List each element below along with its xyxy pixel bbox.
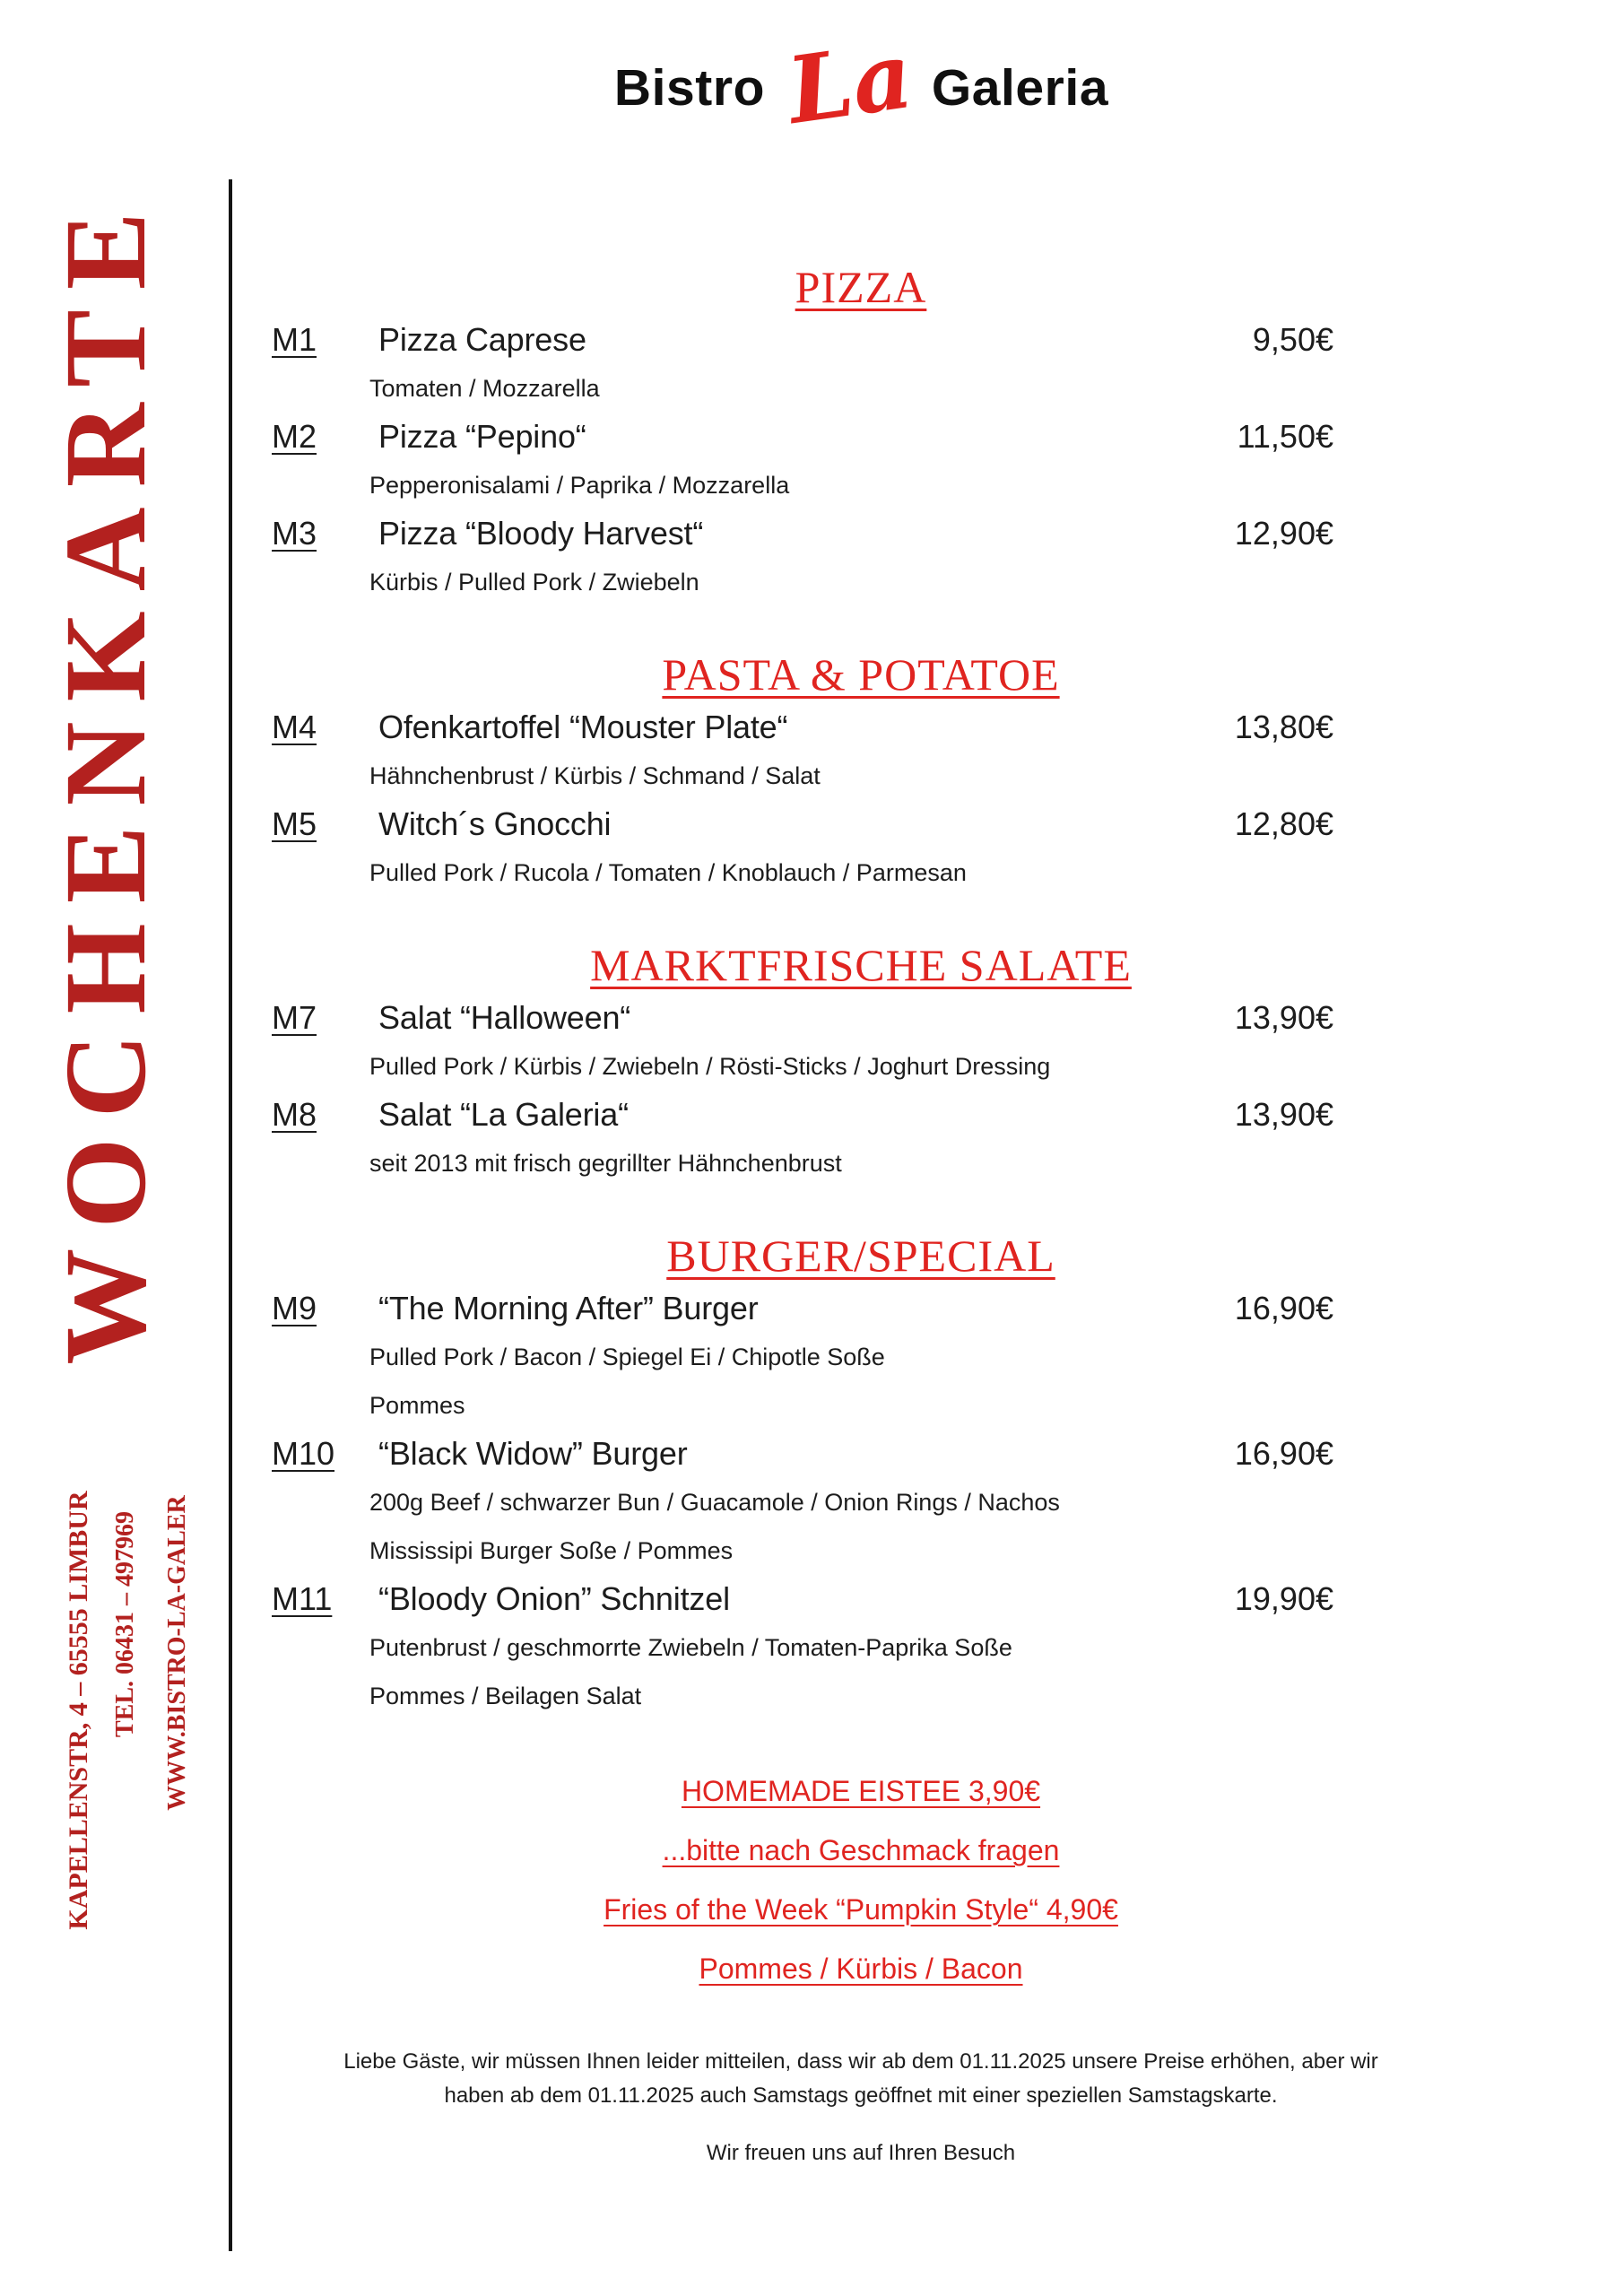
- section-items: [215, 994, 1507, 1187]
- section-items: [215, 1284, 1507, 1720]
- item-price: 16,90€: [1234, 1435, 1333, 1472]
- item-row: [215, 509, 1507, 558]
- item-name: Salat “Halloween“: [378, 999, 631, 1036]
- menu-content: [215, 260, 1507, 2167]
- item-description: Pommes / Beilagen Salat: [369, 1683, 642, 1709]
- item-code: M7: [272, 999, 317, 1036]
- menu-section: [215, 648, 1507, 897]
- menu-item: [215, 1430, 1507, 1575]
- logo-word-galeria: Galeria: [931, 59, 1109, 117]
- menu-item: [215, 1575, 1507, 1720]
- item-description: Pulled Pork / Kürbis / Zwiebeln / Rösti-Sticks / Joghurt Dressing: [369, 1053, 1051, 1080]
- restaurant-logo: [99, 21, 1624, 146]
- address-line: TEL. 06431 – 497969: [111, 1510, 139, 1738]
- address-line: WWW.BISTRO-LA-GALER: [163, 1495, 191, 1811]
- item-code: M5: [272, 805, 317, 842]
- item-row: [215, 994, 1507, 1042]
- item-row: [215, 1575, 1507, 1623]
- item-code: M8: [272, 1096, 317, 1133]
- menu-section: [215, 938, 1507, 1187]
- item-name: “Black Widow” Burger: [378, 1435, 688, 1472]
- item-code: M1: [272, 321, 317, 358]
- section-items: [215, 316, 1507, 606]
- item-description: 200g Beef / schwarzer Bun / Guacamole / Onion Rings / Nachos: [369, 1489, 1060, 1516]
- menu-item: [215, 1091, 1507, 1187]
- item-name: “Bloody Onion” Schnitzel: [378, 1580, 730, 1617]
- item-description: Pulled Pork / Bacon / Spiegel Ei / Chipotle Soße: [369, 1344, 885, 1370]
- item-name: “The Morning After” Burger: [378, 1290, 759, 1326]
- item-name: Pizza “Pepino“: [378, 418, 586, 455]
- special-offer-line: ...bitte nach Geschmack fragen: [662, 1834, 1060, 1866]
- logo-word-bistro: Bistro: [613, 59, 765, 117]
- menu-sections: [215, 260, 1507, 1720]
- item-description: Putenbrust / geschmorrte Zwiebeln / Tomaten-Paprika Soße: [369, 1634, 1012, 1661]
- item-code: M11: [272, 1580, 333, 1617]
- item-price: 11,50€: [1237, 418, 1333, 455]
- item-price: 9,50€: [1252, 321, 1333, 358]
- item-price: 12,80€: [1234, 805, 1333, 842]
- price-change-notice: [215, 2045, 1507, 2113]
- special-offer-line: Fries of the Week “Pumpkin Style“ 4,90€: [604, 1893, 1118, 1926]
- item-code: M2: [272, 418, 317, 455]
- special-offer-line: HOMEMADE EISTEE 3,90€: [681, 1775, 1041, 1807]
- menu-section: [215, 1229, 1507, 1720]
- item-code: M4: [272, 709, 317, 745]
- item-code: M9: [272, 1290, 317, 1326]
- item-price: 16,90€: [1234, 1290, 1333, 1326]
- menu-item: [215, 800, 1507, 897]
- logo-word-la-script: La: [781, 21, 919, 146]
- item-name: Pizza Caprese: [378, 321, 586, 358]
- closing-greeting: Wir freuen uns auf Ihren Besuch: [706, 2141, 1016, 2165]
- item-name: Pizza “Bloody Harvest“: [378, 515, 704, 552]
- item-name: Ofenkartoffel “Mouster Plate“: [378, 709, 788, 745]
- section-title: BURGER/SPECIAL: [666, 1231, 1055, 1281]
- menu-item: [215, 1284, 1507, 1430]
- item-price: 19,90€: [1234, 1580, 1333, 1617]
- address-line: KAPELLENSTR, 4 – 65555 LIMBUR: [64, 1491, 93, 1930]
- item-code: M10: [272, 1435, 335, 1472]
- item-price: 13,90€: [1234, 999, 1333, 1036]
- item-description: seit 2013 mit frisch gegrillter Hähnchenbrust: [369, 1150, 842, 1177]
- item-description: Pepperonisalami / Paprika / Mozzarella: [369, 472, 790, 499]
- item-price: 13,80€: [1234, 709, 1333, 745]
- specials-block: [215, 1761, 1507, 1998]
- item-price: 13,90€: [1234, 1096, 1333, 1133]
- section-title: PASTA & POTATOE: [662, 649, 1060, 700]
- section-title: MARKTFRISCHE SALATE: [590, 940, 1132, 990]
- item-row: [215, 703, 1507, 752]
- item-description: Kürbis / Pulled Pork / Zwiebeln: [369, 569, 699, 596]
- item-row: [215, 1091, 1507, 1139]
- item-row: [215, 413, 1507, 461]
- menu-section: [215, 260, 1507, 606]
- item-name: Witch´s Gnocchi: [378, 805, 612, 842]
- section-title: PIZZA: [795, 262, 927, 312]
- weekly-menu-vertical-title: WOCHENKARTE: [41, 192, 170, 1365]
- menu-item: [215, 994, 1507, 1091]
- item-code: M3: [272, 515, 317, 552]
- item-description: Hähnchenbrust / Kürbis / Schmand / Salat: [369, 762, 821, 789]
- item-row: [215, 1430, 1507, 1478]
- item-description: Pulled Pork / Rucola / Tomaten / Knoblauch / Parmesan: [369, 859, 967, 886]
- item-name: Salat “La Galeria“: [378, 1096, 629, 1133]
- section-items: [215, 703, 1507, 897]
- item-description: Pommes: [369, 1392, 465, 1419]
- item-price: 12,90€: [1234, 515, 1333, 552]
- item-description: Mississipi Burger Soße / Pommes: [369, 1537, 734, 1564]
- menu-item: [215, 509, 1507, 606]
- menu-item: [215, 703, 1507, 800]
- menu-item: [215, 413, 1507, 509]
- special-offer-line: Pommes / Kürbis / Bacon: [699, 1952, 1023, 1985]
- item-description: Tomaten / Mozzarella: [369, 375, 600, 402]
- notice-line: Liebe Gäste, wir müssen Ihnen leider mitteilen, dass wir ab dem 01.11.2025 unsere Preise erhöhen, aber wir: [343, 2049, 1378, 2074]
- item-row: [215, 800, 1507, 848]
- item-row: [215, 316, 1507, 364]
- notice-line: haben ab dem 01.11.2025 auch Samstags geöffnet mit einer speziellen Samstagskarte.: [444, 2083, 1278, 2108]
- menu-item: [215, 316, 1507, 413]
- item-row: [215, 1284, 1507, 1333]
